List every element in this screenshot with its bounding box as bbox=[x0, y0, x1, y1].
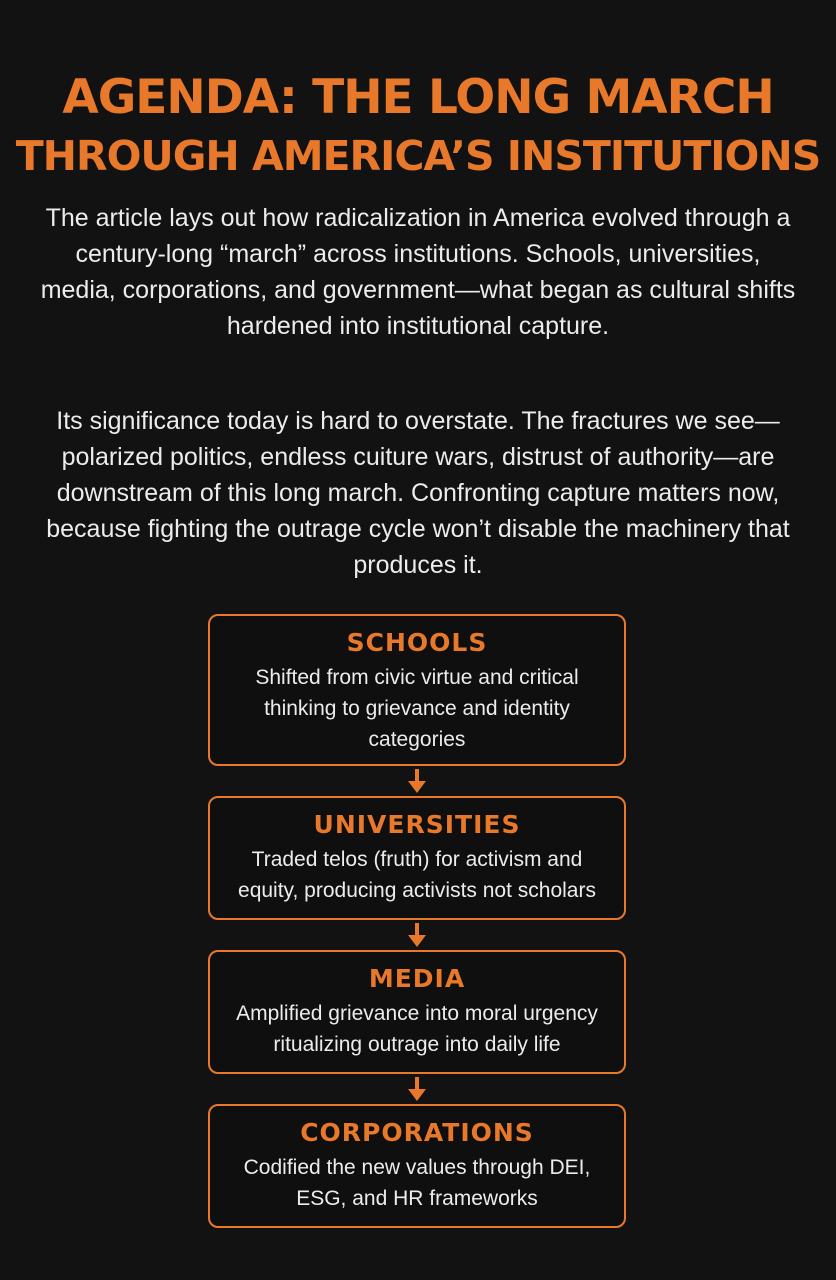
flow-box-universities bbox=[208, 796, 626, 920]
flow-box-description: Codified the new values through DEI, ESG, and HR frameworks bbox=[243, 1156, 591, 1210]
title-line-2: THROUGH AMERICA’S INSTITUTIONS bbox=[15, 132, 821, 180]
flow-box-corporations bbox=[208, 1104, 626, 1228]
down-arrow-icon bbox=[208, 1074, 626, 1104]
institution-flowchart bbox=[208, 614, 626, 1228]
flow-box-title: SCHOOLS bbox=[346, 628, 488, 657]
flow-box-title: CORPORATIONS bbox=[300, 1118, 534, 1147]
flow-box-description: Amplified grievance into moral urgency ritualizing outrage into daily life bbox=[236, 1002, 598, 1056]
flow-box-description: Traded telos (fruth) for activism and equity, producing activists not scholars bbox=[238, 848, 596, 902]
flow-box-title: UNIVERSITIES bbox=[313, 810, 521, 839]
down-arrow-icon bbox=[208, 920, 626, 950]
page-title bbox=[0, 68, 836, 184]
flow-box-title: MEDIA bbox=[368, 964, 466, 993]
flow-box-schools bbox=[208, 614, 626, 766]
flow-box-media bbox=[208, 950, 626, 1074]
down-arrow-icon bbox=[208, 766, 626, 796]
intro-paragraph-2: Its significance today is hard to overstate. The fractures we see—polarized politics, endless cuiture wars, distrust of authority—are downstream of this long march. Confronting capture matters now, because fighting the outrage cycle won’t disable the machinery that produces it. bbox=[46, 407, 790, 579]
intro-paragraph-1: The article lays out how radicalization in America evolved through a century-long “march” across institutions. Schools, universities, media, corporations, and government—what began as cultural shifts hardened into institutional capture. bbox=[40, 204, 796, 340]
title-line-1: AGENDA: THE LONG MARCH bbox=[62, 70, 774, 125]
flow-box-description: Shifted from civic virtue and critical thinking to grievance and identity categories bbox=[255, 666, 579, 751]
